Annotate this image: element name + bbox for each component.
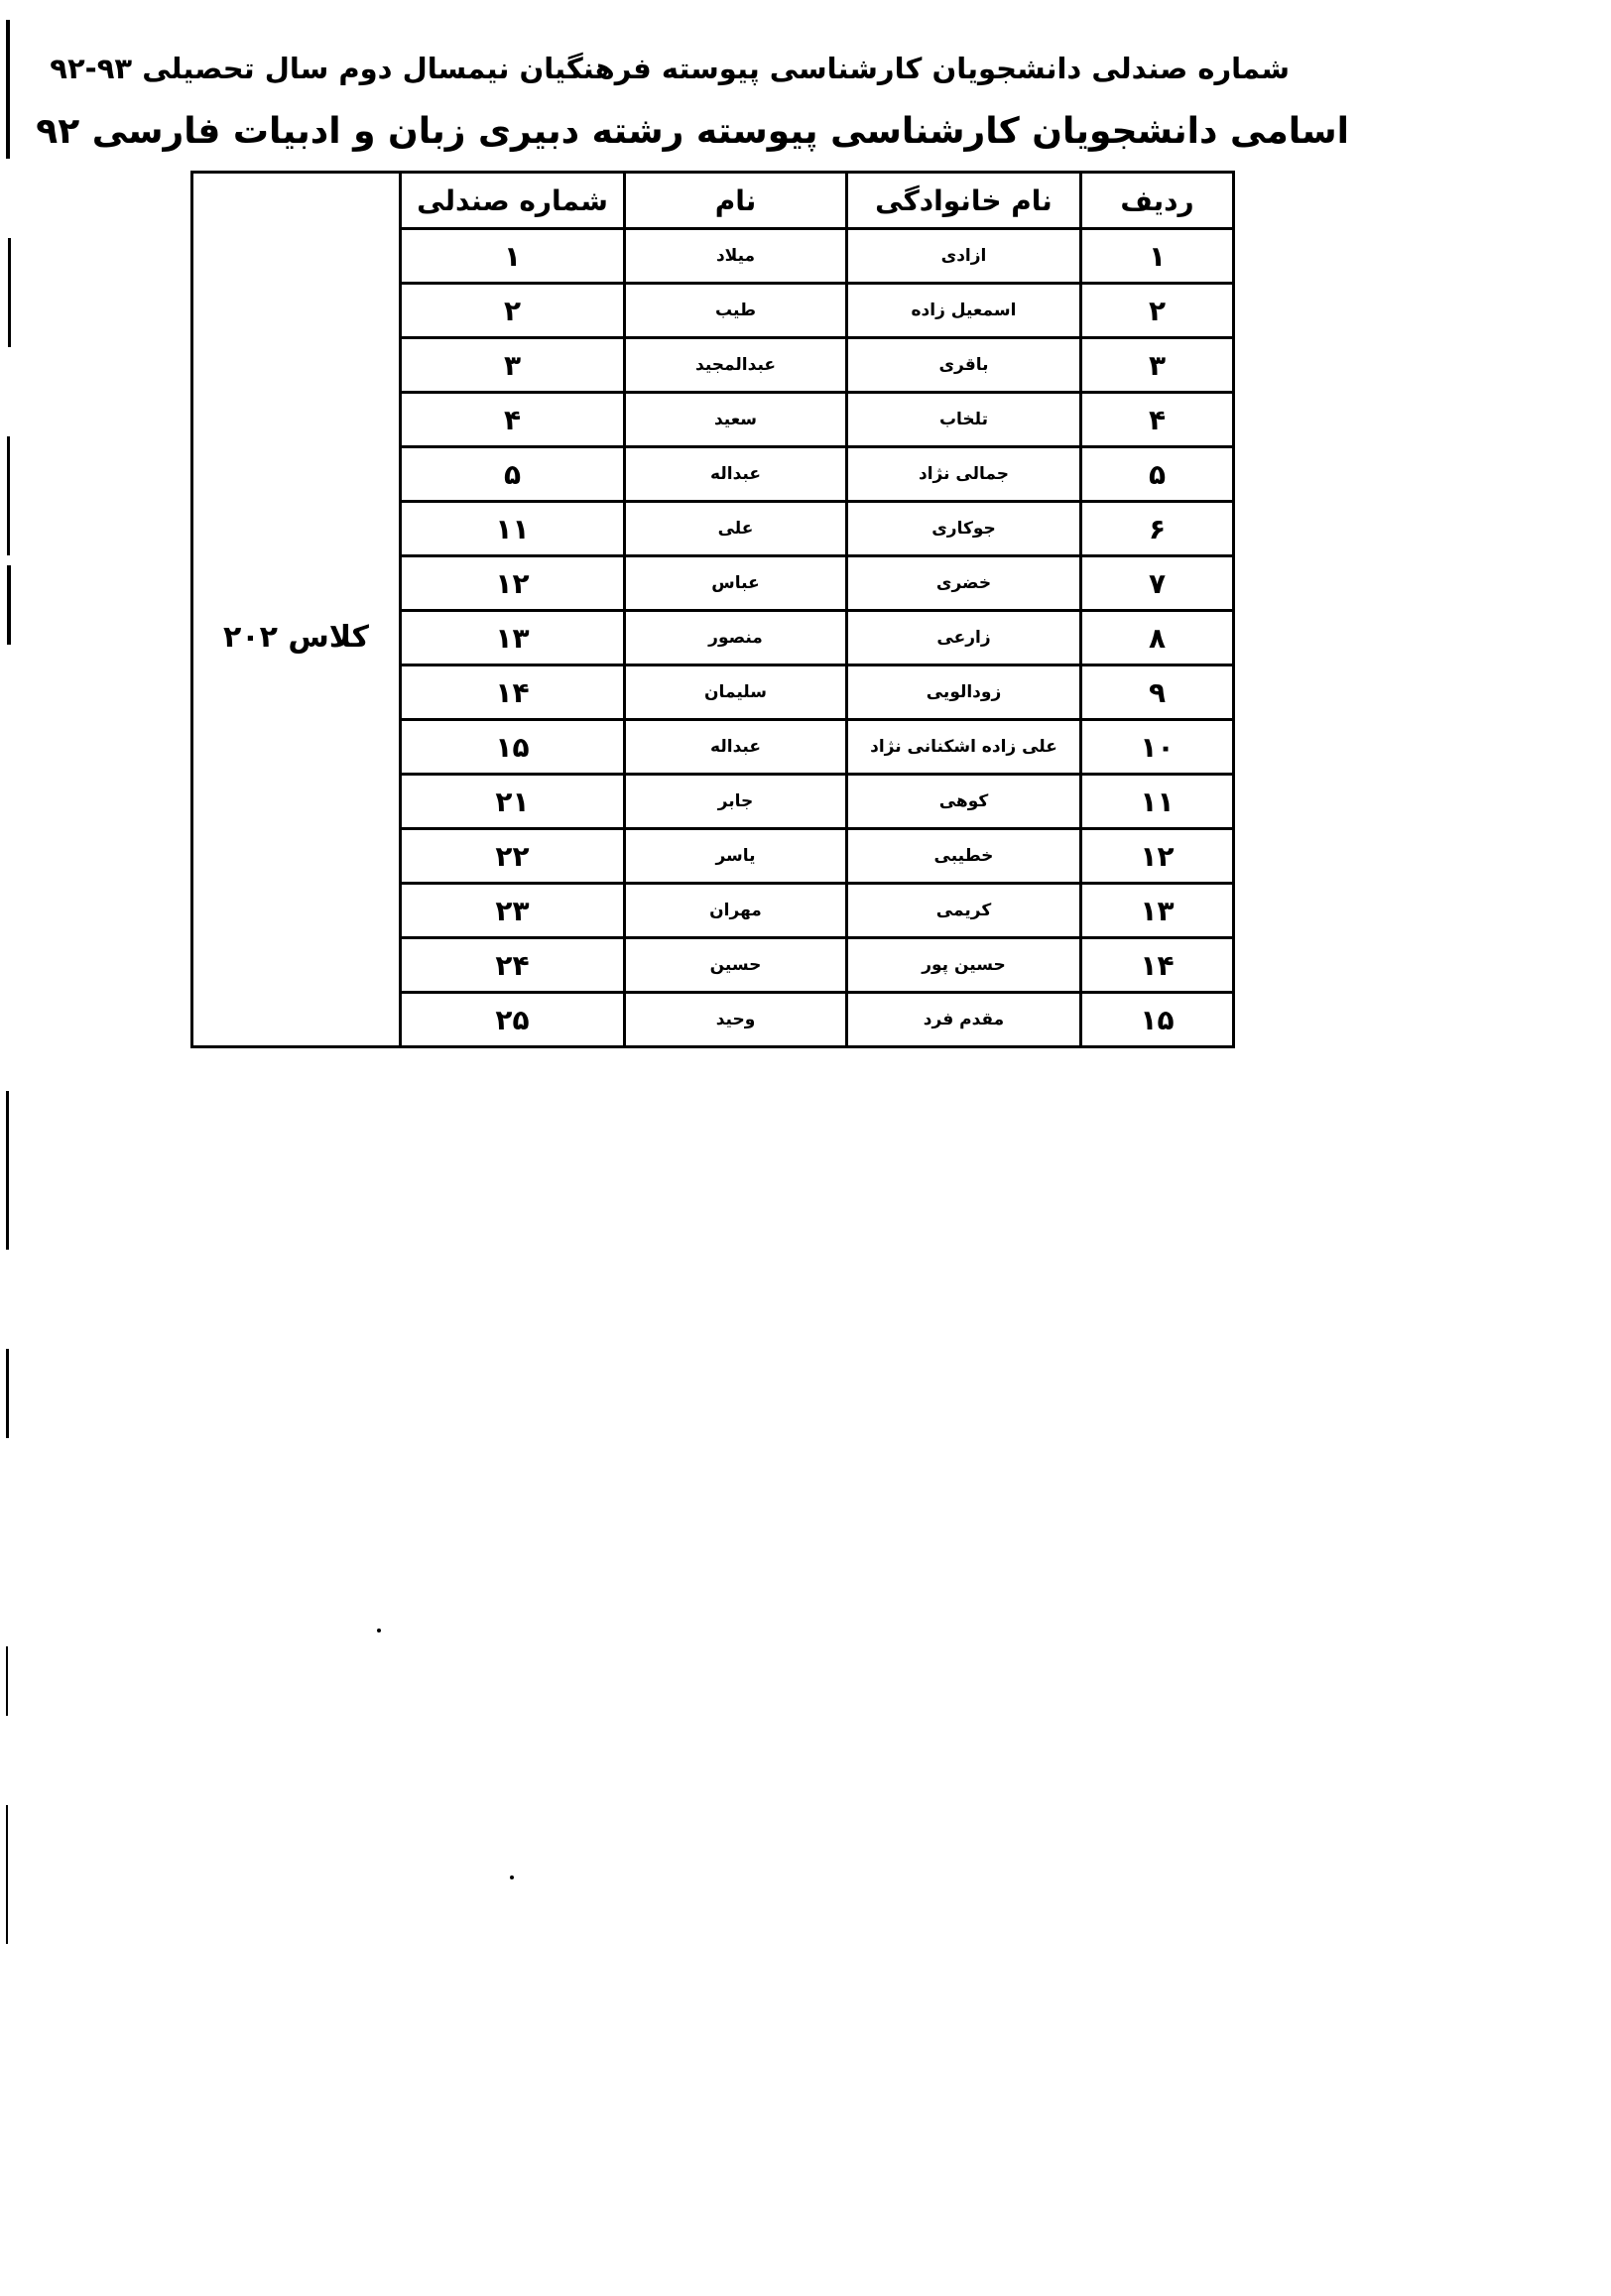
cell-seat-number: ۱۵ [401,720,625,775]
cell-family-name: خطیبی [847,829,1081,884]
cell-family-name: اسمعیل زاده [847,284,1081,338]
cell-first-name: عبداله [625,720,847,775]
cell-family-name: خضری [847,556,1081,611]
cell-radif: ۵ [1081,447,1234,502]
cell-first-name: عباس [625,556,847,611]
cell-family-name: مقدم فرد [847,993,1081,1047]
cell-seat-number: ۴ [401,393,625,447]
cell-family-name: تلخاب [847,393,1081,447]
document-subtitle: اسامی دانشجویان کارشناسی پیوسته رشته دبیری زبان و ادبیات فارسی ۹۲ [36,111,1349,152]
scan-edge-mark [6,1646,8,1716]
cell-family-name: کریمی [847,884,1081,938]
cell-radif: ۷ [1081,556,1234,611]
cell-seat-number: ۱ [401,229,625,284]
document-title: شماره صندلی دانشجویان کارشناسی پیوسته فرهنگیان نیمسال دوم سال تحصیلی ۹۳-۹۲ [50,52,1290,85]
cell-family-name: جوکاری [847,502,1081,556]
header-radif: ردیف [1081,173,1234,229]
scan-edge-mark [6,1349,9,1438]
header-family-name: نام خانوادگی [847,173,1081,229]
cell-radif: ۴ [1081,393,1234,447]
cell-seat-number: ۱۱ [401,502,625,556]
cell-first-name: علی [625,502,847,556]
cell-first-name: عبدالمجید [625,338,847,393]
cell-seat-number: ۱۳ [401,611,625,665]
header-seat-number: شماره صندلی [401,173,625,229]
cell-radif: ۹ [1081,665,1234,720]
scan-speck [510,1875,514,1879]
scan-edge-mark [6,20,10,159]
seat-table [190,171,1235,1048]
cell-first-name: عبداله [625,447,847,502]
cell-family-name: حسین پور [847,938,1081,993]
cell-radif: ۱۱ [1081,775,1234,829]
cell-radif: ۳ [1081,338,1234,393]
cell-first-name: مهران [625,884,847,938]
cell-first-name: وحید [625,993,847,1047]
class-label: کلاس ۲۰۲ [192,229,401,1047]
cell-seat-number: ۳ [401,338,625,393]
cell-radif: ۶ [1081,502,1234,556]
cell-family-name: ازادی [847,229,1081,284]
cell-first-name: منصور [625,611,847,665]
cell-seat-number: ۱۴ [401,665,625,720]
cell-family-name: باقری [847,338,1081,393]
cell-seat-number: ۵ [401,447,625,502]
cell-radif: ۱۵ [1081,993,1234,1047]
cell-seat-number: ۱۲ [401,556,625,611]
cell-radif: ۱۲ [1081,829,1234,884]
header-first-name: نام [625,173,847,229]
cell-seat-number: ۲۳ [401,884,625,938]
cell-radif: ۱۰ [1081,720,1234,775]
cell-seat-number: ۲۵ [401,993,625,1047]
table-row [192,229,1234,284]
scan-edge-mark [7,436,10,555]
cell-first-name: یاسر [625,829,847,884]
scan-speck [377,1629,381,1632]
cell-first-name: جابر [625,775,847,829]
cell-first-name: سعید [625,393,847,447]
header-class-empty [192,173,401,229]
table-header-row [192,173,1234,229]
cell-radif: ۱۴ [1081,938,1234,993]
cell-seat-number: ۲۴ [401,938,625,993]
cell-family-name: علی زاده اشکنانی نژاد [847,720,1081,775]
scan-edge-mark [6,1091,9,1250]
cell-first-name: سلیمان [625,665,847,720]
cell-radif: ۱۳ [1081,884,1234,938]
cell-radif: ۸ [1081,611,1234,665]
cell-family-name: کوهی [847,775,1081,829]
cell-family-name: زودالویی [847,665,1081,720]
scan-edge-mark [8,238,11,347]
cell-first-name: طیب [625,284,847,338]
cell-seat-number: ۲ [401,284,625,338]
cell-radif: ۲ [1081,284,1234,338]
cell-radif: ۱ [1081,229,1234,284]
cell-first-name: میلاد [625,229,847,284]
cell-family-name: زارعی [847,611,1081,665]
cell-family-name: جمالی نژاد [847,447,1081,502]
cell-seat-number: ۲۱ [401,775,625,829]
scan-edge-mark [7,565,11,645]
cell-seat-number: ۲۲ [401,829,625,884]
scan-edge-mark [6,1805,8,1944]
cell-first-name: حسین [625,938,847,993]
